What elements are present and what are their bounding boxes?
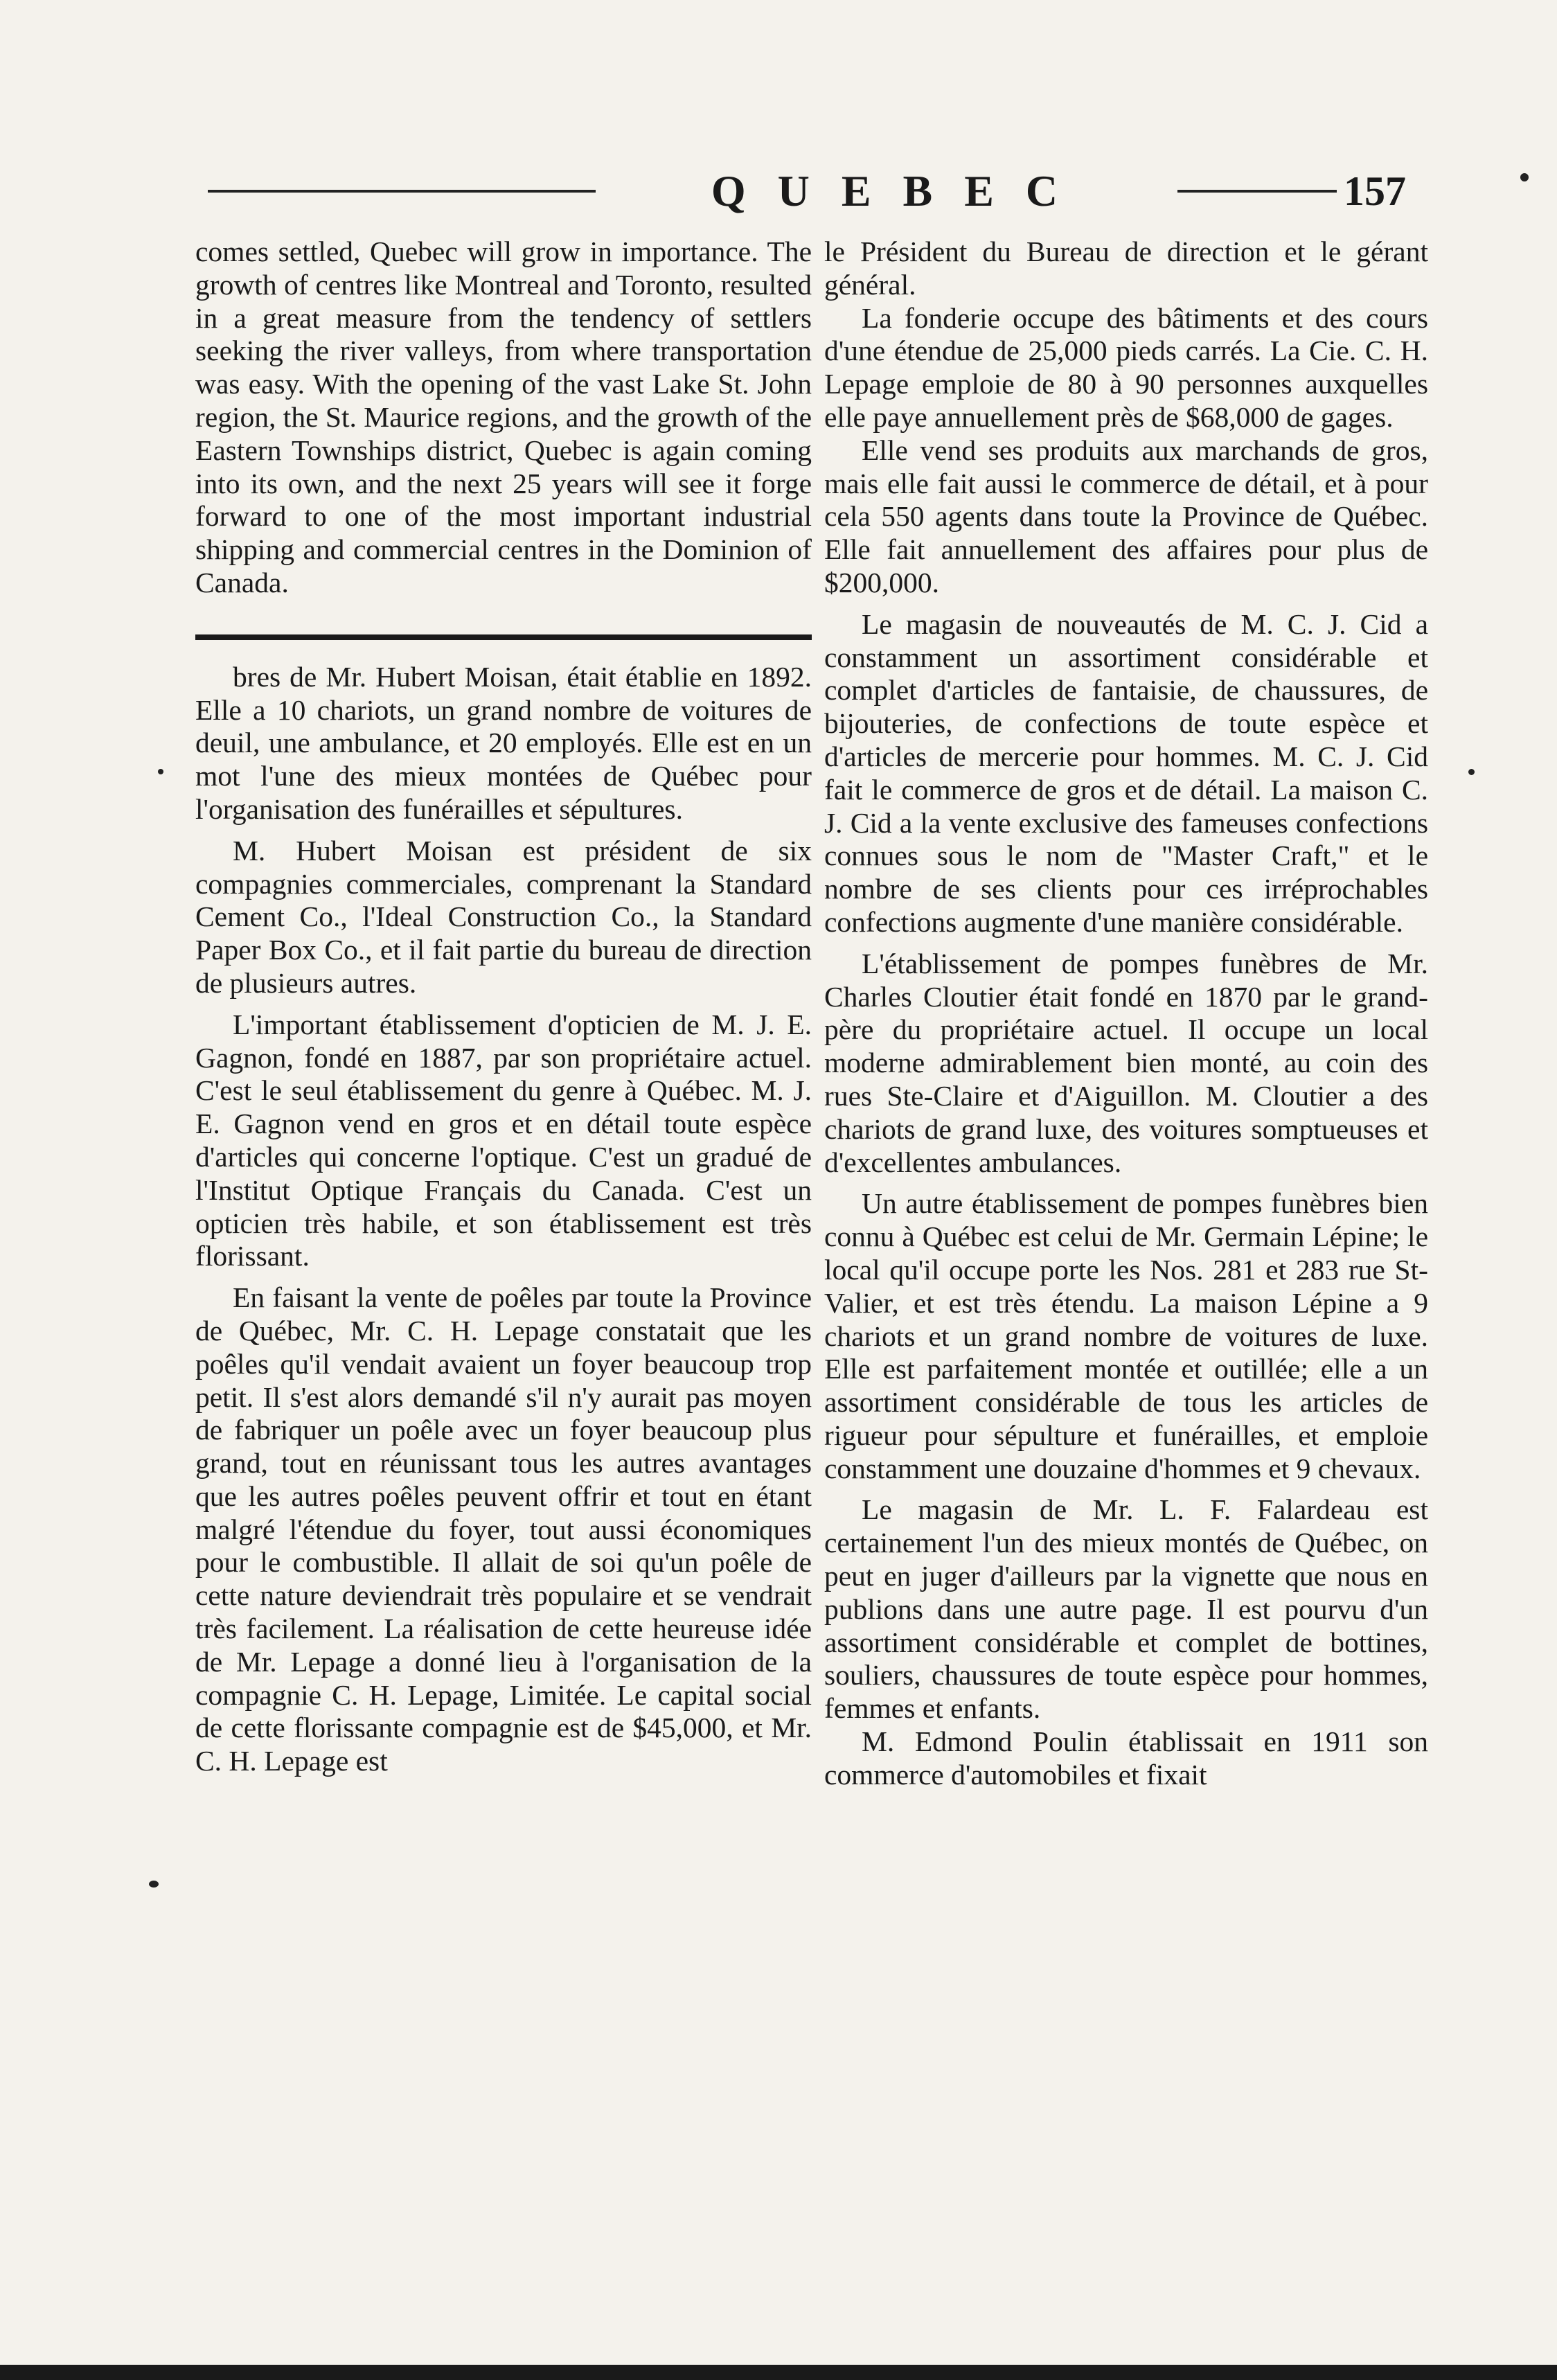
print-speck: [1520, 173, 1529, 181]
paragraph: Le magasin de Mr. L. F. Falardeau est certainement l'un des mieux montés de Québec, on peut en juger d'ailleurs par la vignette que nous en publions dans une autre page. Il est pourvu d'un assortiment considérable et complet de bottines, souliers, chaussures de toute espèce pour hommes, femmes et enfants.: [824, 1493, 1428, 1725]
right-column: [824, 236, 1428, 1792]
paragraph: M. Hubert Moisan est président de six compagnies commerciales, comprenant la Standard Cement Co., l'Ideal Construction Co., la Standard Paper Box Co., et il fait partie du bureau de direction de plusieurs autres.: [195, 834, 812, 999]
paragraph: Un autre établissement de pompes funèbres bien connu à Québec est celui de Mr. Germain Lépine; le local qu'il occupe porte les Nos. 281 et 283 rue St-Valier, et est très étendu. La maison Lépine a 9 chariots et un grand nombre de voitures de luxe. Elle est parfaitement montée et outillée; elle a un assortiment considérable de tous les articles de rigueur pour sépulture et funérailles, et emploie constamment une douzaine d'hommes et 9 chevaux.: [824, 1187, 1428, 1484]
header-rule-right: [1177, 190, 1337, 193]
left-column: [195, 236, 812, 1778]
section-divider: [195, 634, 812, 640]
paragraph: M. Edmond Poulin établissait en 1911 son commerce d'automobiles et fixait: [824, 1725, 1428, 1791]
running-title: QUEBEC: [711, 166, 1090, 215]
paragraph: Elle vend ses produits aux marchands de gros, mais elle fait aussi le commerce de détail, et à pour cela 550 agents dans toute la Province de Québec. Elle fait annuellement des affaires pour plus de $200,000.: [824, 434, 1428, 598]
page-number: 157: [1344, 168, 1406, 214]
paragraph: le Président du Bureau de direction et le gérant général.: [824, 236, 1428, 301]
paragraph: comes settled, Quebec will grow in importance. The growth of centres like Montreal and Toronto, resulted in a great measure from the tendency of settlers seeking the river valleys, from where transportation was easy. With the opening of the vast Lake St. John region, the St. Maurice regions, and the growth of the Eastern Townships district, Quebec is again coming into its own, and the next 25 years will see it forge forward to one of the most important industrial shipping and commercial centres in the Dominion of Canada.: [195, 236, 812, 598]
header-rule-left: [208, 190, 596, 193]
page-header: [208, 163, 1406, 219]
paragraph: Le magasin de nouveautés de M. C. J. Cid a constamment un assortiment considérable et complet d'articles de fantaisie, de chaussures, de bijouteries, de confections de toute espèce et d'articles de mercerie pour hommes. M. C. J. Cid fait le commerce de gros et de détail. La maison C. J. Cid a la vente exclusive des fameuses confections connues sous le nom de "Master Craft," et le nombre de ses clients pour ces irréprochables confections augmente d'une manière considérable.: [824, 607, 1428, 938]
paragraph: bres de Mr. Hubert Moisan, était établie en 1892. Elle a 10 chariots, un grand nombre de voitures de deuil, une ambulance, et 20 employés. Elle est en un mot l'une des mieux montées de Québec pour l'organisation des funérailles et sépultures.: [195, 660, 812, 825]
paragraph: L'important établissement d'opticien de M. J. E. Gagnon, fondé en 1887, par son propriétaire actuel. C'est le seul établissement du genre à Québec. M. J. E. Gagnon vend en gros et en détail toute espèce d'articles qui concerne l'optique. C'est un gradué de l'Institut Optique Français du Canada. C'est un opticien très habile, et son établissement est très florissant.: [195, 1008, 812, 1272]
page-bottom-border: [0, 2365, 1557, 2380]
paragraph: La fonderie occupe des bâtiments et des cours d'une étendue de 25,000 pieds carrés. La Cie. C. H. Lepage emploie de 80 à 90 personnes auxquelles elle paye annuellement près de $68,000 de gages.: [824, 301, 1428, 433]
paragraph: L'établissement de pompes funèbres de Mr. Charles Cloutier était fondé en 1870 par le grand-père du propriétaire actuel. Il occupe un local moderne admirablement bien monté, au coin des rues Ste-Claire et d'Aiguillon. M. Cloutier a des chariots de grand luxe, des voitures somptueuses et d'excellentes ambulances.: [824, 947, 1428, 1178]
print-speck: [149, 1881, 159, 1888]
print-speck: [1468, 769, 1475, 775]
paragraph: En faisant la vente de poêles par toute la Province de Québec, Mr. C. H. Lepage constatait que les poêles qu'il vendait avaient un foyer beaucoup trop petit. Il s'est alors demandé s'il n'y aurait pas moyen de fabriquer un poêle avec un foyer beaucoup plus grand, tout en réunissant tous les autres avantages que les autres poêles peuvent offrir et tout en étant malgré l'étendue du foyer, tout aussi économiques pour le combustible. Il allait de soi qu'un poêle de cette nature deviendrait très populaire et se vendrait très facilement. La réalisation de cette heureuse idée de Mr. Lepage a donné lieu à l'organisation de la compagnie C. H. Lepage, Limitée. Le capital social de cette florissante compagnie est de $45,000, et Mr. C. H. Lepage est: [195, 1281, 812, 1777]
print-speck: [158, 769, 163, 774]
